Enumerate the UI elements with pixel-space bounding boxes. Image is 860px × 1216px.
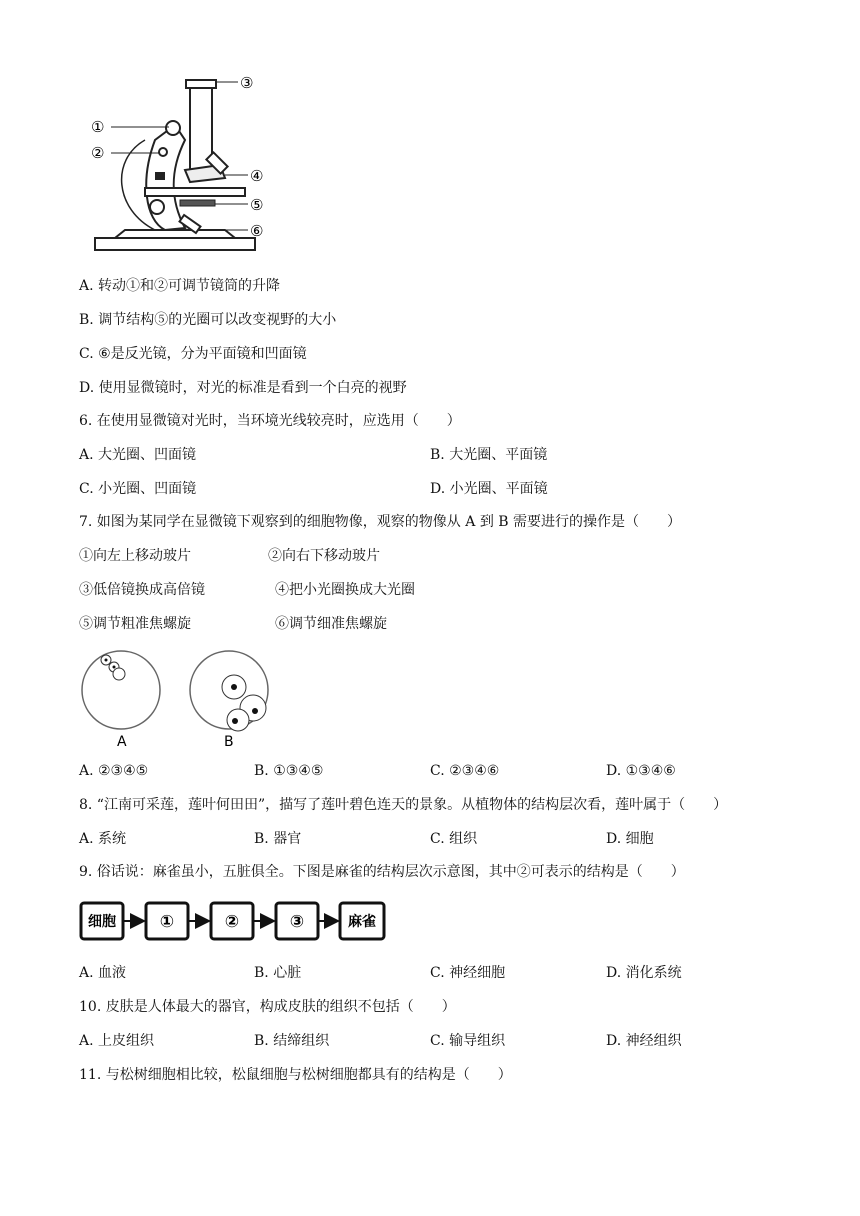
q9-option-d: D. 消化系统 [606, 965, 682, 981]
q7-step-2: ②向右下移动玻片 [268, 548, 380, 564]
q9-option-a: A. 血液 [79, 965, 127, 981]
q10-stem: 10. 皮肤是人体最大的器官，构成皮肤的组织不包括（ ） [79, 999, 456, 1015]
q5-option-a: A. 转动①和②可调节镜筒的升降 [79, 278, 281, 294]
q7-option-a: A. ②③④⑤ [79, 763, 149, 779]
q9-flow-2: ② [224, 912, 240, 932]
q7-option-b: B. ①③④⑤ [254, 763, 324, 779]
q6-option-d: D. 小光圈、平面镜 [430, 481, 548, 497]
microscope-label-3: ③ [240, 74, 254, 92]
q7-figure-label-a: A [117, 734, 127, 750]
microscope-label-2: ② [91, 144, 105, 162]
q7-step-1: ①向左上移动玻片 [79, 548, 191, 564]
q7-stem: 7. 如图为某同学在显微镜下观察到的细胞物像，观察的物像从 A 到 B 需要进行的操作是（ ） [79, 514, 682, 530]
q6-option-a: A. 大光圈、凹面镜 [79, 447, 197, 463]
q9-flow-1: ① [159, 912, 175, 932]
q7-figure-label-b: B [224, 734, 234, 750]
q6-stem: 6. 在使用显微镜对光时，当环境光线较亮时，应选用（ ） [79, 413, 461, 429]
q8-option-a: A. 系统 [79, 831, 127, 847]
microscope-figure [85, 70, 275, 260]
q9-flow-3: ③ [289, 912, 305, 932]
q5-option-d: D. 使用显微镜时，对光的标准是看到一个白亮的视野 [79, 380, 407, 396]
q8-stem: 8. “江南可采莲，莲叶何田田”，描写了莲叶碧色连天的景象。从植物体的结构层次看，莲叶属于（ ） [79, 797, 728, 813]
q9-option-b: B. 心脏 [254, 965, 302, 981]
q7-step-6: ⑥调节细准焦螺旋 [275, 616, 387, 632]
microscope-label-5: ⑤ [250, 196, 264, 214]
q10-option-a: A. 上皮组织 [79, 1033, 155, 1049]
q10-option-d: D. 神经组织 [606, 1033, 682, 1049]
q10-option-c: C. 输导组织 [430, 1033, 506, 1049]
q7-step-5: ⑤调节粗准焦螺旋 [79, 616, 191, 632]
microscope-label-6: ⑥ [250, 222, 264, 240]
q5-option-c: C. ⑥是反光镜，分为平面镜和凹面镜 [79, 346, 307, 362]
q8-option-c: C. 组织 [430, 831, 478, 847]
q9-hierarchy-flowchart [78, 898, 388, 944]
q6-option-b: B. 大光圈、平面镜 [430, 447, 548, 463]
q6-option-c: C. 小光圈、凹面镜 [79, 481, 197, 497]
q7-step-3: ③低倍镜换成高倍镜 [79, 582, 205, 598]
q5-option-b: B. 调节结构⑤的光圈可以改变视野的大小 [79, 312, 337, 328]
q9-stem: 9. 俗话说：麻雀虽小，五脏俱全。下图是麻雀的结构层次示意图，其中②可表示的结构是（ ） [79, 864, 685, 880]
microscope-label-1: ① [91, 118, 105, 136]
q8-option-d: D. 细胞 [606, 831, 654, 847]
q9-flow-cell: 细胞 [88, 914, 116, 930]
q9-option-c: C. 神经细胞 [430, 965, 506, 981]
q9-flow-sparrow: 麻雀 [348, 914, 376, 930]
q7-microscope-fields-figure [78, 650, 278, 750]
q10-option-b: B. 结缔组织 [254, 1033, 330, 1049]
microscope-label-4: ④ [250, 167, 264, 185]
q7-option-d: D. ①③④⑥ [606, 763, 676, 779]
q7-option-c: C. ②③④⑥ [430, 763, 500, 779]
q8-option-b: B. 器官 [254, 831, 302, 847]
q7-step-4: ④把小光圈换成大光圈 [275, 582, 415, 598]
q11-stem: 11. 与松树细胞相比较，松鼠细胞与松树细胞都具有的结构是（ ） [79, 1067, 512, 1083]
